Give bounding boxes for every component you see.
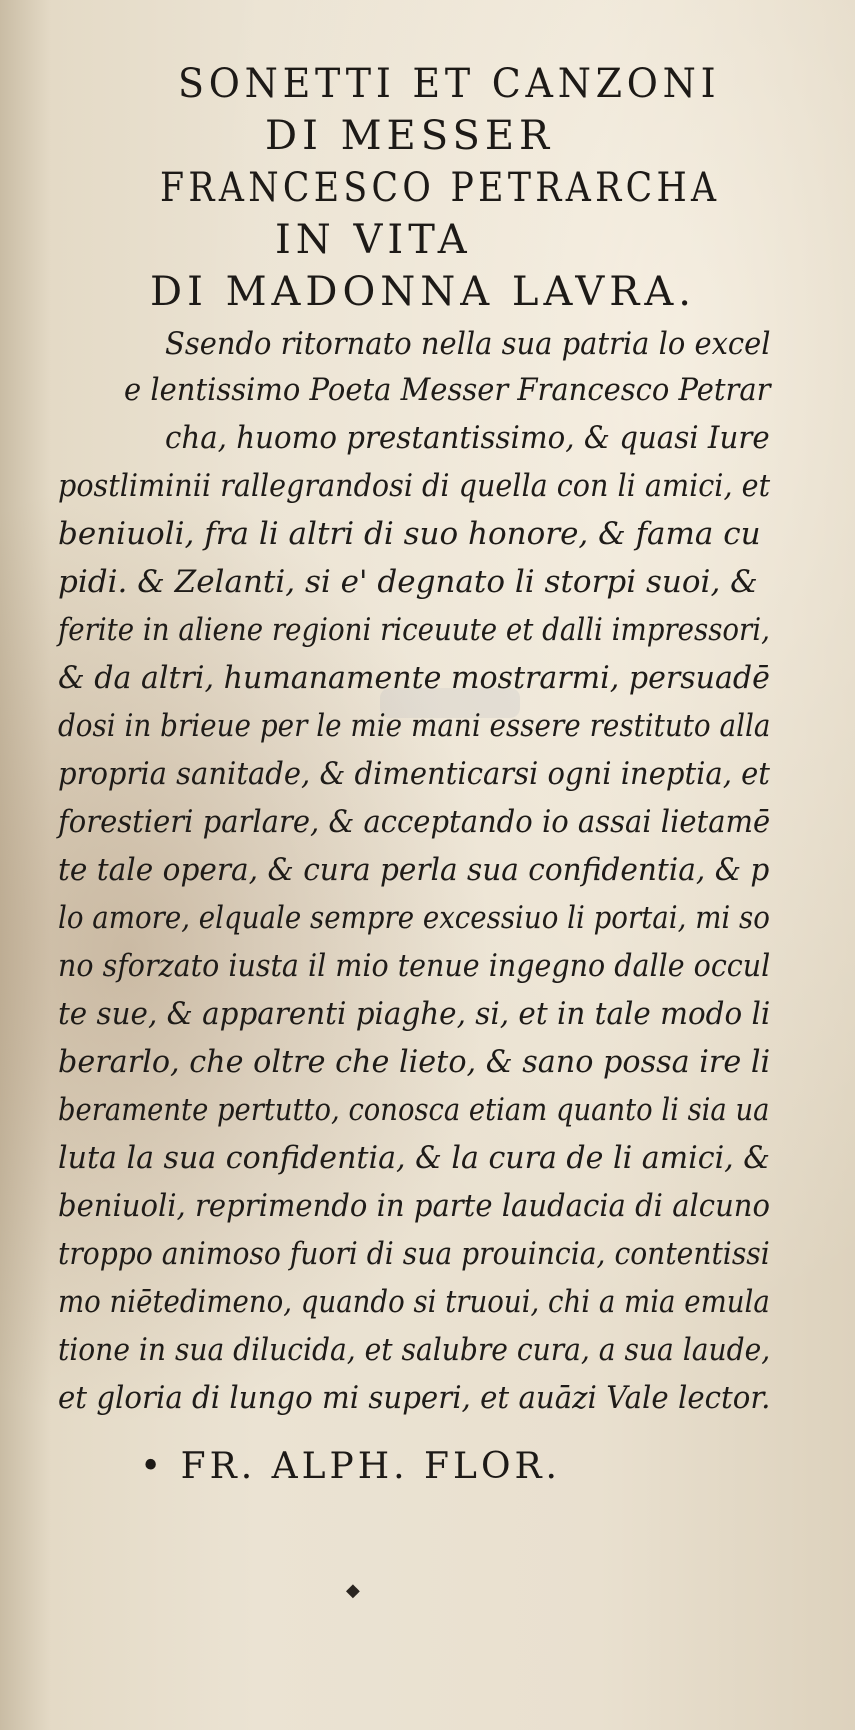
body-line: e lentissimo Poeta Messer Francesco Petrar bbox=[124, 372, 771, 408]
body-line: troppo animoso fuori di sua prouincia, contentissi bbox=[58, 1236, 770, 1272]
body-line: beniuoli, fra li altri di suo honore, & fama cu bbox=[58, 516, 761, 552]
body-line: forestieri parlare, & acceptando io assai lietamē bbox=[58, 804, 771, 840]
body-line: berarlo, che oltre che lieto, & sano possa ire li bbox=[58, 1044, 771, 1080]
title-line-3: FRANCESCO PETRARCHA bbox=[160, 165, 721, 211]
body-line: ferite in aliene regioni riceuute et dalli impressori, bbox=[58, 612, 770, 648]
body-line: no sforzato iusta il mio tenue ingegno dalle occul bbox=[58, 948, 771, 984]
body-line: & da altri, humanamente mostrarmi, persuadē bbox=[58, 660, 770, 696]
title-line-4: IN VITA bbox=[275, 217, 472, 263]
body-line: pidi. & Zelanti, si e' degnato li storpi suoi, & bbox=[58, 564, 758, 600]
body-line: te sue, & apparenti piaghe, si, et in tale modo li bbox=[58, 996, 771, 1032]
title-line-2: DI MESSER bbox=[265, 113, 555, 159]
body-line: te tale opera, & cura perla sua confidentia, & p bbox=[58, 852, 770, 888]
body-line: Ssendo ritornato nella sua patria lo excel bbox=[165, 326, 771, 362]
body-line: propria sanitade, & dimenticarsi ogni ineptia, et bbox=[58, 756, 770, 792]
title-line-5: DI MADONNA LAVRA. bbox=[150, 269, 696, 315]
body-line: cha, huomo prestantissimo, & quasi Iure bbox=[165, 420, 770, 456]
body-line: tione in sua dilucida, et salubre cura, a sua laude, bbox=[58, 1332, 771, 1368]
body-line: luta la sua confidentia, & la cura de li amici, & bbox=[58, 1140, 771, 1176]
body-line: dosi in brieue per le mie mani essere restituto alla bbox=[58, 708, 771, 744]
body-line: et gloria di lungo mi superi, et auāzi Vale lector. bbox=[58, 1380, 771, 1416]
body-line: mo niētedimeno, quando si truoui, chi a mia emula bbox=[58, 1284, 770, 1320]
body-line: lo amore, elquale sempre excessiuo li portai, mi so bbox=[58, 900, 770, 936]
title-line-1: SONETTI ET CANZONI bbox=[178, 61, 721, 107]
body-line: beniuoli, reprimendo in parte laudacia di alcuno bbox=[58, 1188, 770, 1224]
body-line: beramente pertutto, conosca etiam quanto li sia ua bbox=[58, 1092, 770, 1128]
fleuron-icon: ◆ bbox=[346, 1580, 360, 1601]
body-line: postliminii rallegrandosi di quella con li amici, et bbox=[58, 468, 771, 504]
signature: • FR. ALPH. FLOR. bbox=[140, 1446, 562, 1487]
